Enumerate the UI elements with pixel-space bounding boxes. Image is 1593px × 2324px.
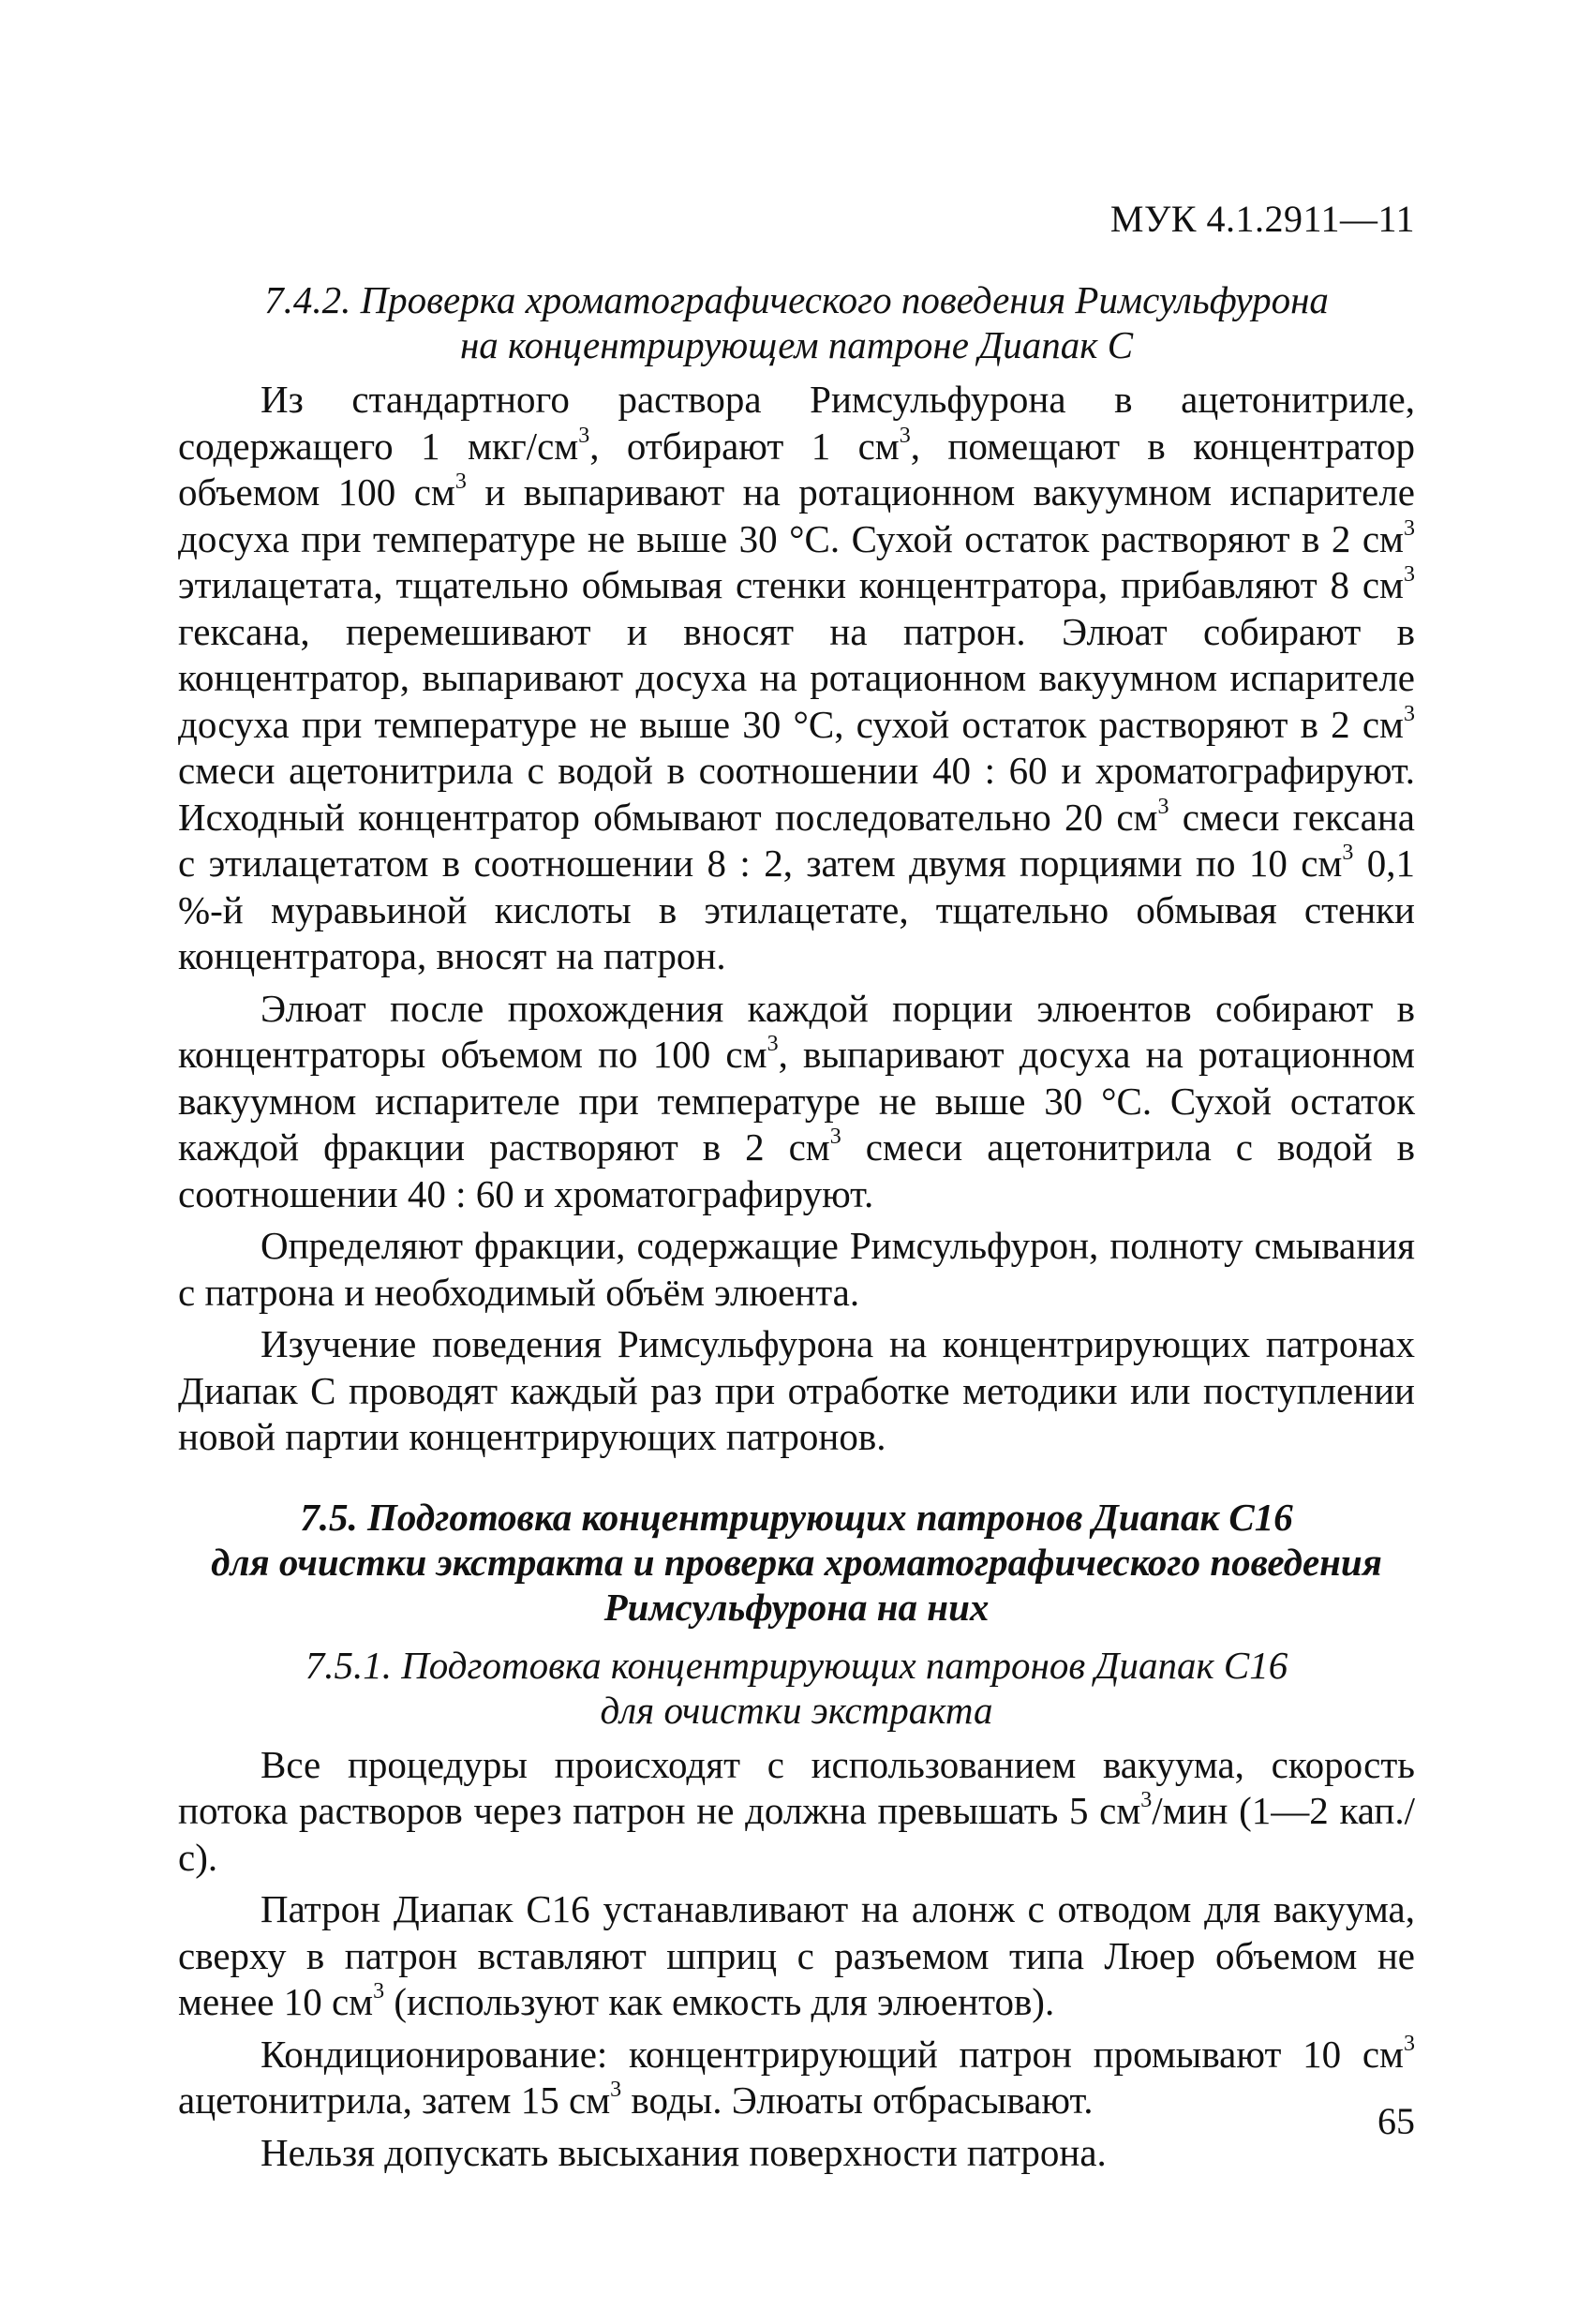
title-line: на концентрирующем патроне Диапак С (459, 323, 1134, 366)
superscript: 3 (454, 469, 467, 494)
page-number: 65 (1377, 2100, 1415, 2142)
paragraph: Изучение поведения Римсульфурона на концентрирующих патронах Диапак С проводят каждый раз при отработке методики или поступлении новой партии концентрирующих патронов. (178, 1322, 1415, 1458)
text: Все процедуры происходят с использованием вакуума, скорость потока растворов через патрон не должна превышать 5 см (178, 1742, 1415, 1832)
title-line: 7.4.2. Проверка хроматографического поведения Римсульфурона (264, 278, 1329, 321)
text: /мин (1—2 кап./с). (178, 1789, 1415, 1879)
text: и выпаривают на ротационном вакуумном испарителе досуха при температуре не выше 30 °С. Сухой остаток растворяют в 2 см (178, 470, 1415, 560)
title-line: 7.5. Подготовка концентрирующих патронов Диапак С16 (300, 1495, 1293, 1539)
paragraph (178, 377, 1415, 980)
text: , выпаривают досуха на ротационном вакуумном испарителе при температуре не выше 30 °С. Сухой остаток каждой фракции растворяют в 2 см (178, 1033, 1415, 1169)
section-7-5-title (178, 1495, 1415, 1630)
text: гексана, перемешивают и вносят на патрон. Элюат собирают в концентратор, выпаривают досуха на ротационном вакуумном испарителе досуха при температуре не выше 30 °С, сухой остаток растворяют в 2 см (178, 609, 1415, 746)
text: смеси ацетонитрила с водой в соотношении 40 : 60 и хроматографируют. (178, 1125, 1415, 1215)
text: (используют как емкость для элюентов). (384, 1980, 1055, 2023)
text: , отбирают 1 см (589, 424, 900, 468)
superscript: 3 (1404, 562, 1415, 587)
section-7-4-2-title (178, 277, 1415, 367)
paragraph (178, 2032, 1415, 2124)
paragraph (178, 1886, 1415, 2026)
paragraph (178, 1742, 1415, 1882)
superscript: 3 (1342, 841, 1354, 865)
superscript: 3 (899, 423, 911, 448)
title-line: Римсульфурона на них (603, 1585, 990, 1629)
text: Кондиционирование: концентрирующий патрон промывают 10 см (261, 2032, 1404, 2076)
document-code: МУК 4.1.2911—11 (1109, 198, 1415, 240)
superscript: 3 (1404, 515, 1415, 541)
text: воды. Элюаты отбрасывают. (621, 2078, 1094, 2122)
superscript: 3 (1157, 794, 1169, 819)
superscript: 3 (767, 1032, 779, 1056)
superscript: 3 (373, 1979, 385, 2004)
text: смеси ацетонитрила с водой в соотношении 40 : 60 и хроматографируют. Исходный концентратор обмывают последовательно 20 см (178, 749, 1415, 839)
text: ацетонитрила, затем 15 см (178, 2078, 611, 2122)
text: , помещают в концентратор объемом 100 см (178, 424, 1415, 514)
text: смеси гексана с этилацетатом в соотношении 8 : 2, затем двумя порциями по 10 см (178, 795, 1415, 885)
superscript: 3 (1140, 1788, 1153, 1812)
text: этилацетата, тщательно обмывая стенки концентратора, прибавляют 8 см (178, 563, 1404, 606)
superscript: 3 (610, 2078, 622, 2102)
title-line: 7.5.1. Подготовка концентрирующих патронов Диапак С16 (305, 1643, 1288, 1687)
title-line: для очистки экстракта и проверка хроматографического поведения (211, 1540, 1382, 1584)
text: Патрон Диапак С16 устанавливают на алонж с отводом для вакуума, сверху в патрон вставляют шприц с разъемом типа Люер объемом не менее 10 см (178, 1887, 1415, 2023)
superscript: 3 (829, 1125, 841, 1149)
text: 0,1 %-й муравьиной кислоты в этилацетате, тщательно обмывая стенки концентратора, вносят на патрон. (178, 842, 1415, 977)
title-line: для очистки экстракта (600, 1688, 993, 1732)
paragraph: Определяют фракции, содержащие Римсульфурон, полноту смывания с патрона и необходимый объём элюента. (178, 1224, 1415, 1314)
section-7-5-1-title (178, 1643, 1415, 1733)
text: Из стандартного раствора Римсульфурона в ацетонитриле, содержащего 1 мкг/см (178, 378, 1415, 468)
superscript: 3 (1404, 2031, 1415, 2056)
superscript: 3 (1404, 701, 1415, 726)
page-content (178, 277, 1415, 2182)
paragraph (178, 986, 1415, 1218)
superscript: 3 (578, 423, 590, 448)
text: Элюат после прохождения каждой порции элюентов собирают в концентраторы объемом по 100 см (178, 986, 1415, 1076)
paragraph: Нельзя допускать высыхания поверхности патрона. (261, 2130, 1107, 2174)
